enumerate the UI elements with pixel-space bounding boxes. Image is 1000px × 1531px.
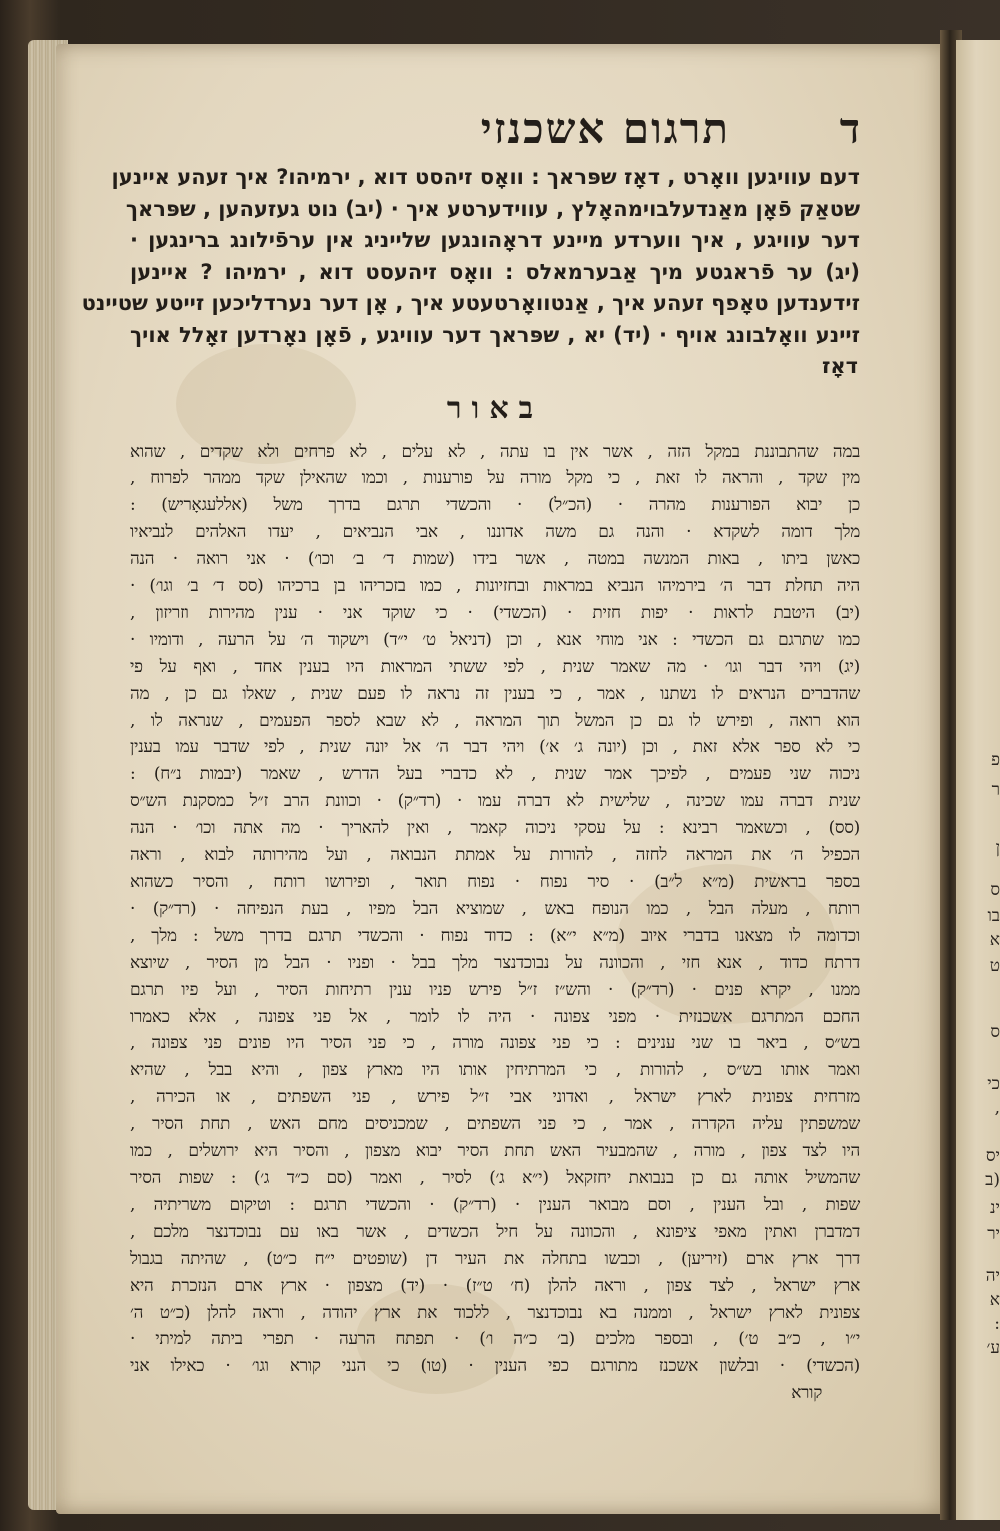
running-head [130,100,860,162]
facing-page-fragment: יר [987,1224,1000,1244]
facing-page-fragment: , [994,1098,1000,1118]
commentary-line: ניכוה שני פעמים , לפיכך אמר שנית , לא כדברי בעל הדרש , שאמר (יבמות נ״ח) : [130,764,860,785]
commentary-line: דרך ארץ ארם (זיריען) , וכבשו בתחלה את העיר דן (שופטים י״ח כ״ט) , שהיתה בגבול [130,1248,860,1269]
facing-page-fragment: א [989,1290,1000,1310]
commentary-line: ממנו , יקרא פנים · (רד״ק) · והש״ז ז״ל פירש פניו ענין רתיחות הסיר , ועל פיו תרגם [130,979,860,1000]
commentary-line: במה שהתבוננת במקל הזה , אשר אין בו עתה , לא עלים , לא פרחים ולא שקדים , שהוא [130,441,860,462]
commentary-line: שפות , ובל הענין , וסם מבואר הענין · (רד״ק) · והכשדי תרגם : וטיקום משריתיה , [130,1194,860,1215]
facing-page-fragment: ן [995,838,1000,858]
commentary-line: בספר בראשית (מ״א ל״ב) · סיר נפוח · נפוח תואר , ופירושו רותח , והסיר כשהוא [130,872,860,892]
commentary-line: (יב) היטבת לראות · יפות חזית · (הכשדי) · כי שוקד אני · ענין מהירות וזריזון , [130,602,860,623]
facing-page-fragment: ט [989,956,1000,976]
facing-page-fragment: יס [985,1146,1000,1166]
commentary-line: כמו שתרגם גם הכשדי : אני מוחי אנא , וכן (דניאל ט׳ י״ד) וישקוד ה׳ על הרעה , ודומיו · [130,629,860,650]
commentary-line: דרתח כדוד , אנא חזי , והכוונה על נבוכדנצר מלך בבל · ופניו · הבל מן הסיר , שיוצא [130,952,860,973]
translation-line: זידענדען טאָפף זעהע איך , אַנטוואָרטעטע איך , אָן דער נערדליכען זייטע שטיינט [81,291,860,315]
facing-page-fragment: ר [991,780,1000,800]
commentary-line: (סס) , וכשאמר רבינא : על עסקי ניכוה קאמר , ואין להאריך · מה אתה וכו׳ · הנה [130,818,860,839]
facing-page-fragment: : [994,1314,1000,1334]
commentary-line: ארץ ישראל , לצד צפון , וראה להלן (ח׳ ט״ז) · (יד) מצפון · ארץ ארם הנזכרת היא [130,1275,860,1296]
translation-line: דער עוויגע , איך ווערדע מיינע דראָהונגען שלייניג אין ערפֿילונג ברינגען · [130,228,860,252]
translation-text [81,162,860,383]
translation-line: (יג) ער פֿראגטע מיך אַבערמאלס : וואָס זיהעסט דוא , ירמיהו ? איינען [130,259,860,284]
page-number: ד [839,104,860,153]
commentary-line: (הכשדי) · ובלשון אשכנז מתורגם כפי הענין · (טו) כי הנני קורא וגו׳ · כאילו אני [130,1356,860,1377]
facing-page-fragment: ע׳ [986,1338,1000,1358]
commentary-line: שהמשיל אותה גם כן בנבואת יחזקאל (י״א ג׳) לסיר , ואמר (סם כ״ד ג׳) : שפות הסיר [130,1167,860,1188]
translation-line: שטאַק פֿאָן מאַנדעלבוימהאָלץ , עווידערטע איך · (יב) נוט געזעהען , שפּראך [125,196,860,221]
commentary-heading: באור [446,390,544,426]
commentary-line: הכפיל ה׳ את המראה לחזה , להורות על אמתת הנבואה , ועל מהירותה לבוא , וראה [130,845,860,866]
commentary-line: מזרחית צפונית לארץ ישראל , ואדוני אבי ז״ל פירש , פני השפתים , או הכירה , [130,1087,860,1108]
commentary-line: שנית דברה עמו שכינה , שלישית לא דברה עמו · (רד״ק) · וכוונת הרב ז״ל כמסקנת הש״ס [130,791,860,812]
commentary-line: היה תחלת דבר ה׳ בירמיהו הנביא במראות ובחזיונות , כמו בזכריהו בן ברכיהו (סס ד׳ ב׳ וגו׳) · [130,576,860,597]
commentary-line: כי לא ספר אלא זאת , וכן (יונה ג׳ א׳) ויהי דבר ה׳ אל יונה שנית , לפי שדבר עמו בענין [130,737,860,758]
facing-page-fragment: כי [987,1074,1000,1094]
commentary-line: מלך דומה לשקדא · והנה גם משה אדוננו , אבי הנביאים , יעדו האלהים לנביאיו [130,522,860,543]
commentary-line: מין שקד , והראה לו זאת , כי מקל מורה על פורענות , וכמו שהאילן שקד ממהר לפרוח , [130,468,860,489]
facing-page-fragment: פ [991,750,1000,770]
commentary-line: החכם המתרגם אשכנזית · מפני צפונה · היה לו לומר , אל פני צפונה , אלא כאמרו [130,1006,860,1027]
commentary-line: י״ו , כ״ב ט׳) , ובספר מלכים (ב׳ כ״ה ו׳) · תפתח הרעה · תפרי ביתה למיתי · [130,1329,860,1350]
translation-line: דעם עוויגען וואָרט , דאָז שפּראך : וואָס זיהסט דוא , ירמיהו? איך זעהע איינען [111,165,860,189]
facing-page-edge [956,40,1000,1520]
commentary-text [130,439,860,1408]
catchword: קורא [791,1383,822,1404]
commentary-line: שמשפתין עליה הקדרה , אמר , כי פני השפתים , שמכניסים מחם האש , תחת הסיר , [130,1114,860,1135]
commentary-line: שהדברים הנראים לו נשתנו , אמר , כי בענין זה נראה לו פעם שנית , שאלו גם כן , מה [130,683,860,704]
commentary-line: דמדברן ואתין מאפי ציפונא , והכוונה על חיל הכשדים , אשר באו עם נבוכדנצר מלכם , [130,1221,860,1242]
running-title: תרגום אשכנזי [480,104,730,153]
catchword: דאָז [821,354,858,378]
facing-page-fragment: בו [987,906,1000,926]
facing-page-fragment: ב) [985,1170,1000,1190]
commentary-line: הוא רואה , ופירש לו גם כן המשל תוך המראה , לא שבא לספר הפעמים , שנראה לו , [130,710,860,731]
facing-page-fragment: ס [990,880,1000,900]
commentary-line: היו לצד צפון , מורה , שהמבעיר האש תחת הסיר יבוא מצפון , והסיר היא ירושלים , כמו [130,1141,860,1162]
commentary-line: צפונית לארץ ישראל , וממנה בא נבוכדנצר , ללכוד את ארץ יהודה , וראה להלן (כ״ט ה׳ [130,1302,860,1323]
commentary-line: בש״ס , ביאר בו שני ענינים : כי פני צפונה מורה , כי פני הסיר היו פונים פני צפונה , [130,1033,860,1054]
facing-page-fragment: ינ [990,1198,1000,1218]
commentary-line: כן יבוא הפורענות מהרה · (הכ״ל) · והכשדי תרגם בדרך משל (אללעגאָריש) : [130,495,860,516]
facing-page-fragment: א [989,930,1000,950]
commentary-line: כאשן ביתו , באות המנשה במטה , אשר בידו (שמות ד׳ ב׳ וכו׳) · אני רואה · הנה [130,549,860,570]
facing-page-fragment: ס [990,1022,1000,1042]
commentary-line: ואמר אותו בש״ס , להורות , כי המרתיחין אותו היו מארץ צפון , והיא בבל , שהיא [130,1060,860,1081]
page-text [81,100,860,1407]
commentary-line: וכדומה לו מצאנו בדברי איוב (מ״א י״א) : כדוד נפוח · והכשדי תרגם בדרך משל : מלך , [130,925,860,946]
commentary-line: (יג) ויהי דבר וגו׳ · מה שאמר שנית , לפי ששתי המראות היו בענין אחד , ואף על פי [130,656,860,677]
translation-line: זיינע וואָלבונג אויף · (יד) יא , שפּראך דער עוויגע , פֿאָן נאָרדען זאָלל אויך [130,322,860,347]
commentary-line: רותח , מעלה הבל , כמו הנופח באש , שמוציא הבל מפיו , בעת הנפיחה · (רד״ק) · [130,898,860,919]
facing-page-fragment: יה [985,1266,1000,1286]
